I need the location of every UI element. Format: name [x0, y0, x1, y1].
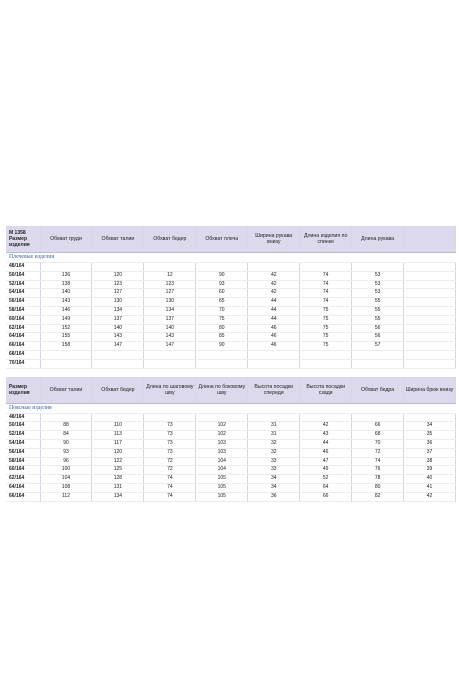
value-cell — [248, 350, 300, 359]
value-cell: 74 — [352, 457, 404, 466]
value-cell: 131 — [92, 483, 144, 492]
header-row — [6, 226, 456, 253]
column-header: Высота посадки спереди — [248, 377, 300, 404]
value-cell: 31 — [248, 422, 300, 431]
column-header: Ширина рукава внизу — [248, 226, 300, 253]
value-cell: 75 — [300, 306, 352, 315]
value-cell: 122 — [92, 457, 144, 466]
value-cell: 125 — [92, 466, 144, 475]
value-cell: 123 — [92, 280, 144, 289]
size-cell: 66/164 — [6, 492, 40, 501]
value-cell: 44 — [248, 315, 300, 324]
value-cell: 134 — [92, 492, 144, 501]
value-cell: 53 — [352, 271, 404, 280]
column-header: Ширина брюк внизу — [404, 377, 456, 404]
value-cell: 93 — [196, 280, 248, 289]
value-cell: 56 — [352, 333, 404, 342]
column-header: Длина рукава — [352, 226, 404, 253]
value-cell: 42 — [300, 422, 352, 431]
value-cell: 42 — [248, 289, 300, 298]
value-cell: 90 — [40, 439, 92, 448]
column-header: Длина изделия по спинке — [300, 226, 352, 253]
value-cell — [300, 263, 352, 272]
value-cell — [404, 413, 456, 422]
value-cell: 102 — [196, 431, 248, 440]
value-cell: 84 — [40, 431, 92, 440]
column-header: Обхват талии — [40, 377, 92, 404]
value-cell — [352, 263, 404, 272]
table-row — [6, 475, 456, 484]
column-header: Обхват груди — [40, 226, 92, 253]
value-cell: 34 — [404, 422, 456, 431]
bottom-size-table — [6, 377, 456, 502]
value-cell: 65 — [196, 298, 248, 307]
value-cell: 66 — [300, 492, 352, 501]
value-cell: 74 — [144, 475, 196, 484]
value-cell: 158 — [40, 342, 92, 351]
value-cell: 66 — [352, 422, 404, 431]
value-cell: 100 — [40, 466, 92, 475]
value-cell — [300, 359, 352, 368]
size-cell: 70/164 — [6, 359, 40, 368]
value-cell: 33 — [248, 466, 300, 475]
value-cell: 88 — [40, 422, 92, 431]
value-cell: 34 — [248, 483, 300, 492]
size-header — [6, 377, 40, 404]
value-cell — [404, 298, 456, 307]
size-cell: 58/164 — [6, 457, 40, 466]
value-cell: 120 — [92, 448, 144, 457]
value-cell: 80 — [196, 324, 248, 333]
value-cell: 140 — [144, 324, 196, 333]
column-header — [404, 226, 456, 253]
value-cell: 78 — [352, 475, 404, 484]
value-cell: 140 — [92, 324, 144, 333]
value-cell: 105 — [196, 492, 248, 501]
value-cell — [248, 263, 300, 272]
value-cell — [144, 359, 196, 368]
size-cell: 52/164 — [6, 431, 40, 440]
value-cell: 31 — [248, 431, 300, 440]
value-cell: 34 — [248, 475, 300, 484]
table-row — [6, 439, 456, 448]
value-cell: 108 — [40, 483, 92, 492]
table-row — [6, 457, 456, 466]
size-cell: 64/164 — [6, 333, 40, 342]
value-cell — [404, 359, 456, 368]
value-cell: 104 — [196, 457, 248, 466]
table-row — [6, 350, 456, 359]
value-cell — [92, 263, 144, 272]
value-cell — [92, 413, 144, 422]
top-size-table — [6, 226, 456, 369]
value-cell: 43 — [300, 431, 352, 440]
value-cell: 74 — [300, 298, 352, 307]
value-cell: 80 — [352, 483, 404, 492]
value-cell: 73 — [144, 439, 196, 448]
value-cell: 70 — [352, 439, 404, 448]
value-cell: 85 — [196, 333, 248, 342]
value-cell — [300, 350, 352, 359]
value-cell: 93 — [40, 448, 92, 457]
size-cell: 68/164 — [6, 350, 40, 359]
value-cell: 55 — [352, 298, 404, 307]
value-cell: 32 — [248, 448, 300, 457]
value-cell: 33 — [248, 457, 300, 466]
value-cell: 75 — [300, 315, 352, 324]
size-header — [6, 226, 40, 253]
value-cell: 134 — [92, 306, 144, 315]
value-cell — [404, 350, 456, 359]
table-row — [6, 333, 456, 342]
value-cell: 64 — [300, 483, 352, 492]
column-header: Обхват бедер — [92, 377, 144, 404]
value-cell: 52 — [300, 475, 352, 484]
size-cell: 50/164 — [6, 422, 40, 431]
value-cell — [404, 280, 456, 289]
value-cell — [248, 359, 300, 368]
value-cell: 35 — [404, 431, 456, 440]
value-cell: 53 — [352, 280, 404, 289]
value-cell — [404, 315, 456, 324]
value-cell — [352, 359, 404, 368]
value-cell: 55 — [352, 315, 404, 324]
value-cell: 143 — [40, 298, 92, 307]
table-row — [6, 492, 456, 501]
value-cell: 143 — [144, 333, 196, 342]
value-cell: 39 — [404, 466, 456, 475]
column-header: Обхват плеча — [196, 226, 248, 253]
size-cell: 56/164 — [6, 298, 40, 307]
value-cell: 112 — [40, 492, 92, 501]
value-cell: 37 — [404, 448, 456, 457]
value-cell: 68 — [352, 431, 404, 440]
table-row — [6, 342, 456, 351]
value-cell: 56 — [352, 324, 404, 333]
size-cell: 60/164 — [6, 466, 40, 475]
value-cell: 46 — [248, 342, 300, 351]
value-cell — [196, 359, 248, 368]
column-header: Длина по боковому шву — [196, 377, 248, 404]
table-row — [6, 448, 456, 457]
size-cell: 54/164 — [6, 439, 40, 448]
value-cell: 136 — [40, 271, 92, 280]
value-cell — [40, 359, 92, 368]
section-label: Плечевые изделия — [6, 253, 456, 263]
value-cell: 74 — [300, 289, 352, 298]
table-row — [6, 271, 456, 280]
value-cell: 137 — [92, 315, 144, 324]
value-cell — [404, 289, 456, 298]
value-cell: 102 — [196, 422, 248, 431]
value-cell: 143 — [92, 333, 144, 342]
value-cell — [144, 413, 196, 422]
table-row — [6, 306, 456, 315]
value-cell — [404, 324, 456, 333]
value-cell: 127 — [144, 289, 196, 298]
value-cell: 127 — [92, 289, 144, 298]
value-cell: 82 — [352, 492, 404, 501]
value-cell: 74 — [300, 280, 352, 289]
column-header: Длина по шаговому шву — [144, 377, 196, 404]
value-cell: 105 — [196, 483, 248, 492]
value-cell: 75 — [300, 333, 352, 342]
value-cell: 90 — [196, 271, 248, 280]
value-cell: 149 — [40, 315, 92, 324]
column-header: Высота посадки сзади — [300, 377, 352, 404]
value-cell: 46 — [300, 448, 352, 457]
value-cell: 46 — [248, 324, 300, 333]
value-cell — [40, 413, 92, 422]
value-cell: 152 — [40, 324, 92, 333]
size-cell: 54/164 — [6, 289, 40, 298]
value-cell: 42 — [248, 280, 300, 289]
value-cell: 73 — [144, 431, 196, 440]
value-cell: 36 — [404, 439, 456, 448]
table-row — [6, 324, 456, 333]
value-cell — [196, 413, 248, 422]
section-row — [6, 253, 456, 263]
value-cell — [144, 263, 196, 272]
value-cell — [196, 350, 248, 359]
value-cell: 147 — [144, 342, 196, 351]
value-cell: 146 — [40, 306, 92, 315]
size-cell: 58/164 — [6, 306, 40, 315]
value-cell: 73 — [144, 448, 196, 457]
size-cell: 66/164 — [6, 342, 40, 351]
size-header-label: Размер изделия — [9, 236, 30, 248]
value-cell — [300, 413, 352, 422]
value-cell: 155 — [40, 333, 92, 342]
table-row — [6, 359, 456, 368]
value-cell: 104 — [40, 475, 92, 484]
value-cell: 117 — [92, 439, 144, 448]
value-cell: 72 — [352, 448, 404, 457]
size-cell: 62/164 — [6, 475, 40, 484]
table-row — [6, 413, 456, 422]
value-cell: 137 — [144, 315, 196, 324]
value-cell: 44 — [248, 298, 300, 307]
value-cell: 44 — [248, 306, 300, 315]
table-row — [6, 466, 456, 475]
table-row — [6, 483, 456, 492]
value-cell — [352, 350, 404, 359]
value-cell: 130 — [92, 298, 144, 307]
value-cell — [404, 263, 456, 272]
size-cell: 62/164 — [6, 324, 40, 333]
table-row — [6, 280, 456, 289]
table-row — [6, 289, 456, 298]
value-cell: 128 — [92, 475, 144, 484]
value-cell: 90 — [196, 342, 248, 351]
value-cell: 55 — [352, 306, 404, 315]
value-cell: 76 — [352, 466, 404, 475]
size-chart-sheet — [6, 226, 456, 502]
section-label: Поясные изделия — [6, 403, 456, 413]
value-cell — [404, 306, 456, 315]
value-cell: 75 — [196, 315, 248, 324]
table-row — [6, 315, 456, 324]
size-cell: 56/164 — [6, 448, 40, 457]
value-cell — [352, 413, 404, 422]
value-cell: 134 — [144, 306, 196, 315]
size-cell: 48/164 — [6, 413, 40, 422]
value-cell — [404, 333, 456, 342]
size-header-label: Размер изделия — [9, 383, 30, 396]
value-cell: 75 — [300, 342, 352, 351]
value-cell: 38 — [404, 457, 456, 466]
value-cell — [404, 342, 456, 351]
value-cell: 42 — [248, 271, 300, 280]
value-cell: 44 — [300, 439, 352, 448]
column-header: Обхват бедра — [352, 377, 404, 404]
value-cell: 36 — [248, 492, 300, 501]
value-cell: 42 — [404, 492, 456, 501]
value-cell: 104 — [196, 466, 248, 475]
value-cell: 120 — [92, 271, 144, 280]
table-row — [6, 298, 456, 307]
value-cell: 57 — [352, 342, 404, 351]
value-cell: 140 — [40, 289, 92, 298]
value-cell — [196, 263, 248, 272]
value-cell: 130 — [144, 298, 196, 307]
value-cell: 73 — [144, 422, 196, 431]
model-number: М 1358 — [9, 230, 26, 236]
value-cell: 49 — [300, 466, 352, 475]
value-cell: 74 — [144, 483, 196, 492]
value-cell: 123 — [144, 280, 196, 289]
value-cell: 74 — [144, 492, 196, 501]
value-cell — [92, 359, 144, 368]
column-header: Обхват бедер — [144, 226, 196, 253]
value-cell: 103 — [196, 439, 248, 448]
value-cell — [248, 413, 300, 422]
value-cell: 103 — [196, 448, 248, 457]
value-cell: 138 — [40, 280, 92, 289]
value-cell: 147 — [92, 342, 144, 351]
size-cell: 50/164 — [6, 271, 40, 280]
value-cell: 60 — [196, 289, 248, 298]
section-row — [6, 403, 456, 413]
value-cell: 105 — [196, 475, 248, 484]
value-cell — [92, 350, 144, 359]
table-row — [6, 263, 456, 272]
column-header: Обхват талии — [92, 226, 144, 253]
value-cell: 70 — [196, 306, 248, 315]
value-cell: 46 — [248, 333, 300, 342]
value-cell: 96 — [40, 457, 92, 466]
table-row — [6, 422, 456, 431]
value-cell: 72 — [144, 457, 196, 466]
value-cell — [40, 350, 92, 359]
header-row — [6, 377, 456, 404]
value-cell: 74 — [300, 271, 352, 280]
value-cell — [144, 350, 196, 359]
value-cell: 41 — [404, 483, 456, 492]
size-cell: 52/164 — [6, 280, 40, 289]
table-row — [6, 431, 456, 440]
size-cell: 60/164 — [6, 315, 40, 324]
value-cell: 72 — [144, 466, 196, 475]
value-cell: 75 — [300, 324, 352, 333]
value-cell: 32 — [248, 439, 300, 448]
value-cell — [404, 271, 456, 280]
value-cell: 113 — [92, 431, 144, 440]
value-cell: 40 — [404, 475, 456, 484]
size-cell: 64/164 — [6, 483, 40, 492]
value-cell: 53 — [352, 289, 404, 298]
value-cell: 12 — [144, 271, 196, 280]
size-cell: 48/164 — [6, 263, 40, 272]
value-cell: 110 — [92, 422, 144, 431]
value-cell — [40, 263, 92, 272]
value-cell: 47 — [300, 457, 352, 466]
